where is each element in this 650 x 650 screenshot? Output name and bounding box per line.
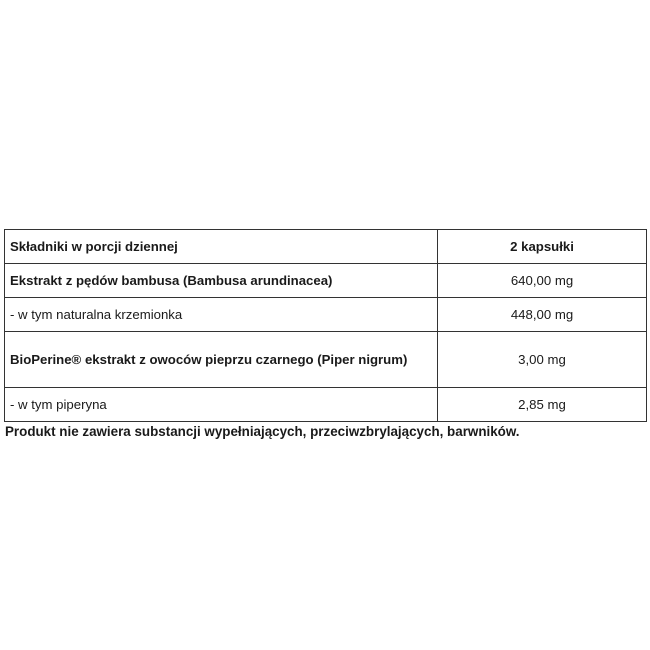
- table-row: [5, 388, 647, 422]
- ingredients-table: [4, 229, 647, 422]
- table-row: [5, 264, 647, 298]
- ingredient-amount: 448,00 mg: [438, 298, 647, 332]
- ingredient-name: - w tym naturalna krzemionka: [5, 298, 438, 332]
- ingredient-amount: 3,00 mg: [438, 332, 647, 388]
- product-footnote: Produkt nie zawiera substancji wypełniających, przeciwzbrylających, barwników.: [5, 424, 520, 439]
- ingredient-column-header: Składniki w porcji dziennej: [5, 230, 438, 264]
- dose-column-header: 2 kapsułki: [438, 230, 647, 264]
- ingredient-amount: 2,85 mg: [438, 388, 647, 422]
- ingredient-name: BioPerine® ekstrakt z owoców pieprzu czarnego (Piper nigrum): [5, 332, 438, 388]
- ingredients-table-container: [4, 229, 646, 422]
- ingredient-name: - w tym piperyna: [5, 388, 438, 422]
- table-row: [5, 298, 647, 332]
- ingredient-amount: 640,00 mg: [438, 264, 647, 298]
- table-header-row: [5, 230, 647, 264]
- ingredient-name: Ekstrakt z pędów bambusa (Bambusa arundinacea): [5, 264, 438, 298]
- table-row: [5, 332, 647, 388]
